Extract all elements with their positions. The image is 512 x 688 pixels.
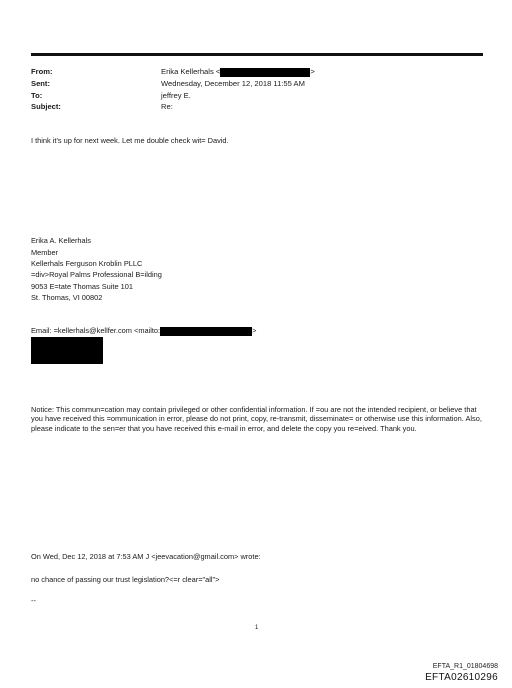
from-name: Erika Kellerhals <: [161, 67, 221, 76]
signature-firm: Kellerhals Ferguson Kroblin PLLC: [31, 259, 143, 268]
bates-id-secondary: EFTA02610296: [425, 672, 498, 683]
bates-id-primary: EFTA_R1_01804698: [432, 663, 498, 670]
redaction-block: [160, 327, 252, 336]
quoted-intro: On Wed, Dec 12, 2018 at 7:53 AM J <jeevacation@gmail.com> wrote:: [31, 552, 261, 561]
quoted-dashes: --: [31, 596, 36, 605]
signature-email: [31, 326, 256, 336]
header-rule: [31, 53, 483, 56]
email-close: >: [252, 326, 257, 335]
quoted-line: no chance of passing our trust legislation?<=r clear="all">: [31, 575, 220, 584]
message-body: I think it's up for next week. Let me double check wit= David.: [31, 136, 229, 145]
signature-address-2: 9053 E=tate Thomas Suite 101: [31, 282, 133, 291]
to-label: To:: [31, 91, 43, 100]
email-text: Email: =kellerhals@kellfer.com <mailto:: [31, 326, 161, 335]
signature-address-1: =div>Royal Palms Professional B=ilding: [31, 270, 162, 279]
redaction-block-large: [31, 337, 103, 364]
sent-value: Wednesday, December 12, 2018 11:55 AM: [161, 79, 305, 88]
redaction-block: [220, 68, 310, 77]
from-close: >: [310, 67, 315, 76]
sent-label: Sent:: [31, 79, 50, 88]
signature-name: Erika A. Kellerhals: [31, 236, 91, 245]
confidentiality-notice: Notice: This commun=cation may contain privileged or other confidential information. If =ou are not the intended recipient, or believe that you have received this =ommunication in error, please do not print, copy, re-transmit, disseminate= or otherwise use this information. Also, please indicate to the sen=er that you have received this e-mail in error, and delete the copy you re=eived. Thank you.: [31, 405, 482, 433]
from-value: [161, 67, 315, 77]
signature-title: Member: [31, 248, 59, 257]
subject-value: Re:: [161, 102, 173, 111]
from-label: From:: [31, 67, 53, 76]
page-number: 1: [255, 625, 259, 631]
subject-label: Subject:: [31, 102, 61, 111]
to-value: jeffrey E.: [161, 91, 191, 100]
signature-city: St. Thomas, VI 00802: [31, 293, 103, 302]
